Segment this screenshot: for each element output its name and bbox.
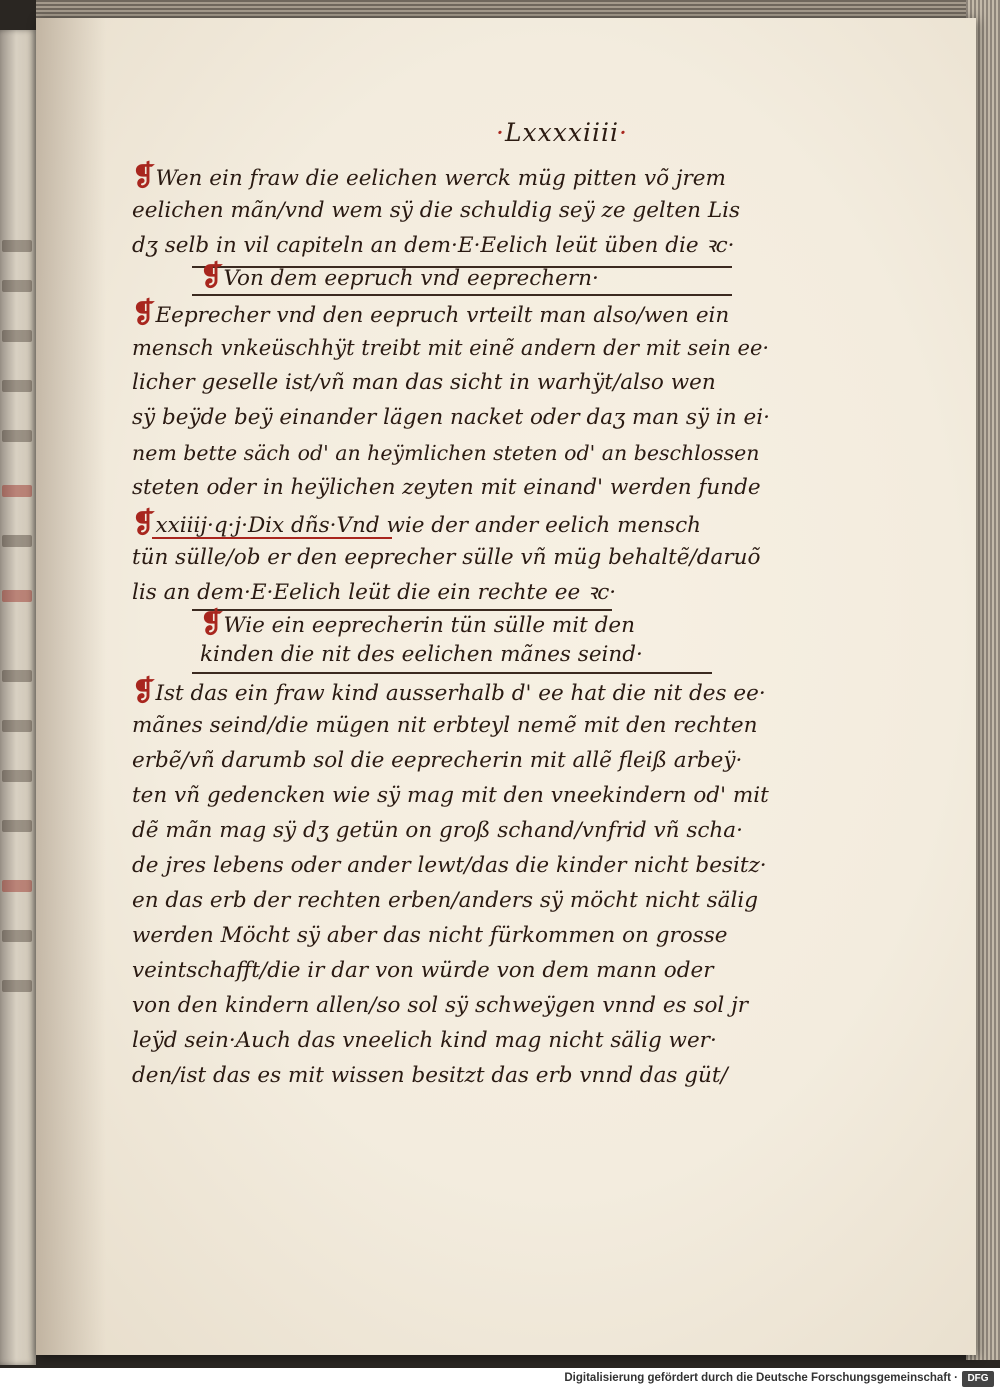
dfg-logo: DFG: [962, 1371, 994, 1387]
funding-credit: Digitalisierung gefördert durch die Deutsche Forschungsgemeinschaft ·: [564, 1372, 958, 1384]
pilcrow-mark: ❡: [200, 606, 224, 639]
text-line: mãnes seind/die mügen nit erbteyl nemẽ mit den rechten: [132, 713, 758, 738]
text-line: eelichen mãn/vnd wem sÿ die schuldig seÿ ze gelten Lis: [132, 198, 741, 223]
text-line: ❡Ist das ein fraw kind ausserhalb d' ee hat die nit des ee·: [132, 674, 766, 707]
text-line: ten vñ gedencken wie sÿ mag mit den vneekindern od' mit: [132, 783, 769, 808]
text-line: en das erb der rechten erben/anders sÿ möcht nicht sälig: [132, 888, 759, 913]
text-line: veintschafft/die ir dar von würde von dem mann oder: [132, 958, 714, 983]
text-line: von den kindern allen/so sol sÿ schweÿgen vnnd es sol jr: [132, 993, 749, 1018]
text-line: ❡xxiiij·q·j·Dix dñs·Vnd wie der ander eelich mensch: [132, 506, 701, 539]
folio-number: ·Lxxxxiiii·: [496, 118, 628, 147]
pilcrow-mark: ❡: [200, 259, 224, 292]
section-heading: kinden die nit des eelichen mãnes seind·: [200, 642, 643, 667]
text-line: de jres lebens oder ander lewt/das die kinder nicht besitz·: [132, 853, 767, 878]
text-line: dʒ selb in vil capiteln an dem·E·Eelich leüt üben die ꝛc·: [132, 233, 735, 258]
text-line: leÿd sein·Auch das vneelich kind mag nicht sälig wer·: [132, 1028, 717, 1053]
text-line: licher geselle ist/vñ man das sicht in warhÿt/also wen: [132, 370, 716, 395]
folio-text: Lxxxxiiii: [504, 118, 619, 147]
text-line: tün sülle/ob er den eeprecher sülle vñ müg behaltẽ/daruõ: [132, 545, 761, 570]
section-heading: ❡Von dem eepruch vnd eeprechern·: [200, 259, 599, 292]
text-line: erbẽ/vñ darumb sol die eeprecherin mit allẽ fleiß arbeÿ·: [132, 748, 743, 773]
text-line: dẽ mãn mag sÿ dʒ getün on groß schand/vnfrid vñ scha·: [132, 818, 743, 843]
heading-underline: [192, 294, 732, 296]
citation-underline: [152, 537, 392, 539]
pilcrow-mark: ❡: [132, 296, 156, 329]
text-line: lis an dem·E·Eelich leüt die ein rechte ee ꝛc·: [132, 580, 617, 605]
facing-page-edge: [0, 30, 36, 1365]
pilcrow-mark: ❡: [132, 674, 156, 707]
section-heading: ❡Wie ein eeprecherin tün sülle mit den: [200, 606, 635, 639]
text-line: mensch vnkeüschhÿt treibt mit einẽ andern der mit sein ee·: [132, 336, 770, 360]
heading-underline: [192, 672, 712, 674]
text-line: ❡Eeprecher vnd den eepruch vrteilt man also/wen ein: [132, 296, 730, 329]
pilcrow-mark: ❡: [132, 506, 156, 539]
text-line: steten oder in heÿlichen zeyten mit einand' werden funde: [132, 475, 761, 500]
text-line: ❡Wen ein fraw die eelichen werck müg pitten võ jrem: [132, 159, 726, 192]
text-line: nem bette säch od' an heÿmlichen steten od' an beschlossen: [132, 441, 760, 465]
text-line: sÿ beÿde beÿ einander lägen nacket oder daʒ man sÿ in ei·: [132, 405, 770, 430]
text-line: den/ist das es mit wissen besitzt das erb vnnd das güt/: [132, 1063, 728, 1088]
text-line: werden Möcht sÿ aber das nicht fürkommen on grosse: [132, 923, 728, 948]
pilcrow-mark: ❡: [132, 159, 156, 192]
